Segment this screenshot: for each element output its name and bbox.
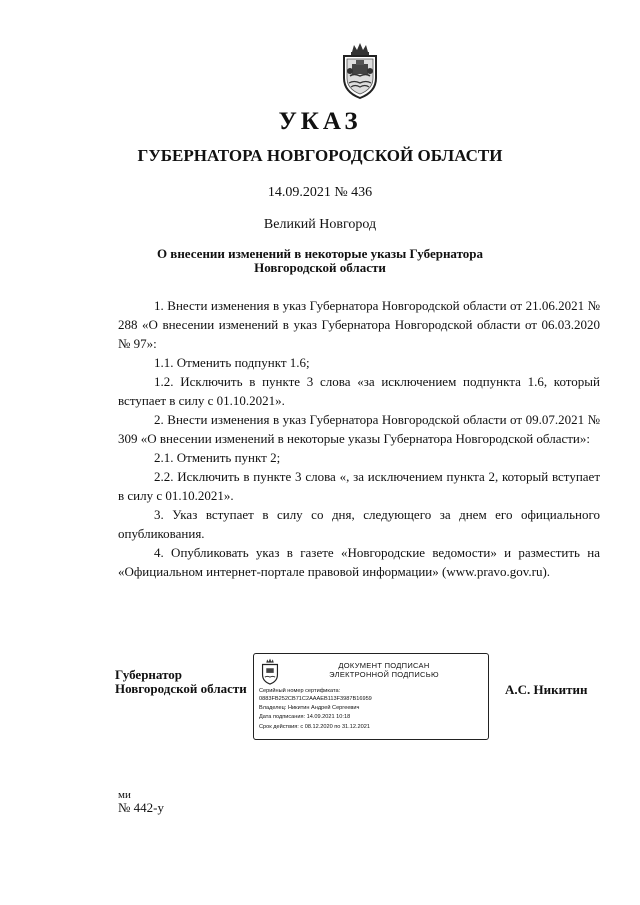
novgorod-coat-of-arms-icon	[259, 658, 281, 685]
subject-line: Новгородской области	[254, 260, 386, 275]
registration-number: № 442-у	[118, 800, 164, 815]
paragraph-2-1: 2.1. Отменить пункт 2;	[154, 450, 281, 465]
certificate-validity: Срок действия: с 08.12.2020 по 31.12.2021	[259, 724, 370, 730]
paragraph-3: 3. Указ вступает в силу со дня, следующего за днем его официального опубликования.	[118, 507, 600, 541]
stamp-heading	[284, 661, 484, 679]
signatory-title	[115, 668, 247, 696]
document-type: УКАЗ	[278, 108, 362, 135]
executor-initials: ми	[118, 789, 131, 801]
signing-date: Дата подписания: 14.09.2021 10:18	[259, 714, 351, 720]
body-paragraphs	[118, 296, 600, 581]
signatory-name: А.С. Никитин	[505, 682, 588, 697]
paragraph-2-2: 2.2. Исключить в пункте 3 слова «, за исключением пункта 2, который вступает в силу с 01.10.2021».	[118, 469, 600, 503]
paragraph-2: 2. Внести изменения в указ Губернатора Новгородской области от 09.07.2021 № 309 «О внесении изменений в некоторые указы Губернатора Новгородской области»:	[118, 412, 600, 446]
issuer-title: ГУБЕРНАТОРА НОВГОРОДСКОЙ ОБЛАСТИ	[137, 146, 503, 165]
electronic-signature-stamp	[253, 653, 489, 740]
certificate-owner: Владелец: Никитин Андрей Сергеевич	[259, 705, 360, 711]
signatory-title-line: Новгородской области	[115, 681, 247, 696]
stamp-heading-line: ЭЛЕКТРОННОЙ ПОДПИСЬЮ	[329, 670, 439, 679]
certificate-label: Серийный номер сертификата:	[259, 688, 341, 694]
stamp-heading-line: ДОКУМЕНТ ПОДПИСАН	[338, 661, 430, 670]
paragraph-4: 4. Опубликовать указ в газете «Новгородские ведомости» и разместить на «Официальном интернет-портале правовой информации» (www.pravo.gov.ru).	[118, 545, 600, 579]
document-subject	[0, 247, 640, 275]
signatory-title-line: Губернатор	[115, 667, 183, 682]
novgorod-coat-of-arms-icon	[338, 42, 382, 100]
paragraph-1-2: 1.2. Исключить в пункте 3 слова «за исключением подпункта 1.6, который вступает в силу с 01.10.2021».	[118, 374, 600, 408]
subject-line: О внесении изменений в некоторые указы Губернатора	[156, 246, 484, 261]
date-and-number: 14.09.2021 № 436	[267, 185, 373, 200]
certificate-number: 0883FB252CB71C2AAAEB113F3987B16959	[259, 696, 372, 702]
city: Великий Новгород	[263, 217, 377, 232]
paragraph-1: 1. Внести изменения в указ Губернатора Новгородской области от 21.06.2021 № 288 «О внесении изменений в указ Губернатора Новгородской области от 06.03.2020 № 97»:	[118, 298, 600, 351]
paragraph-1-1: 1.1. Отменить подпункт 1.6;	[154, 355, 310, 370]
